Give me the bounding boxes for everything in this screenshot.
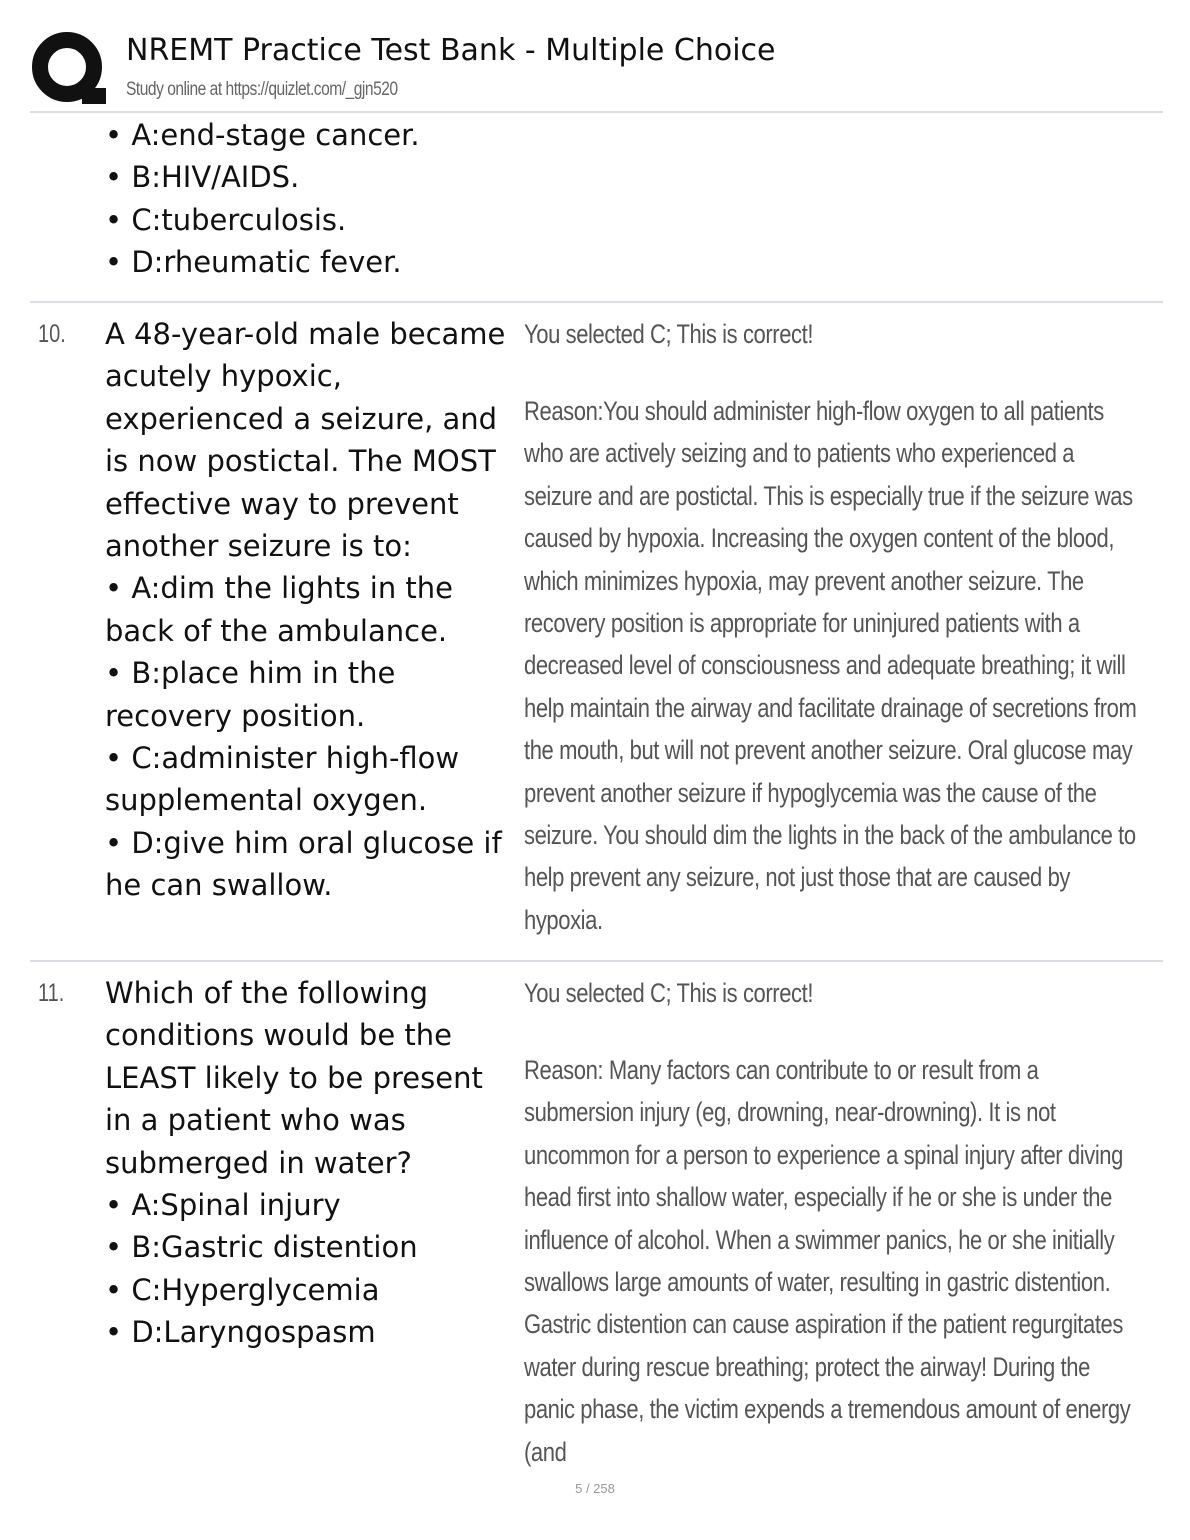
- question-divider: [30, 301, 1163, 303]
- question-body: [105, 313, 517, 907]
- option-item: • A:dim the lights in the back of the ambulance.: [105, 571, 454, 648]
- question-body: [105, 972, 517, 1354]
- answer-panel: [524, 972, 1143, 1467]
- answer-reason: Reason: Many factors can contribute to or result from a submersion injury (eg, drowning, near-drowning). It is not uncommon for a person to experience a spinal injury after diving head first into shallow water, especially if he or she is under the influence of alcohol. When a swimmer panics, he or she initially swallows large amounts of water, resulting in gastric distention. Gastric distention can cause aspiration if the patient regurgitates water during rescue breathing; protect the airway! During the panic phase, the victim expends a tremendous amount of energy (and: [524, 1054, 1131, 1467]
- question-text: A 48-year-old male became acutely hypoxic, experienced a seizure, and is now postictal. The MOST effective way to prevent another seizure is to:: [105, 317, 506, 564]
- answer-result: You selected C; This is correct!: [524, 978, 814, 1008]
- document-title: NREMT Practice Test Bank - Multiple Choice: [126, 33, 776, 68]
- option-item: • D:give him oral glucose if he can swallow.: [105, 825, 502, 903]
- option-item: • B:Gastric distention: [105, 1230, 418, 1265]
- study-online-link[interactable]: Study online at https://quizlet.com/_gjn520: [126, 79, 398, 100]
- header-divider: [30, 111, 1163, 113]
- option-item: • D:rheumatic fever.: [105, 245, 402, 280]
- option-list: [105, 567, 517, 906]
- option-item: • C:tuberculosis.: [105, 202, 347, 237]
- page-header: [0, 0, 1190, 112]
- question-divider: [30, 960, 1163, 962]
- answer-reason: Reason:You should administer high-flow oxygen to all patients who are actively seizing and to patients who experienced a seizure and are postictal. This is especially true if the seizure was caused by hypoxia. Increasing the oxygen content of the blood, which minimizes hypoxia, may prevent another seizure. The recovery position is appropriate for uninjured patients with a decreased level of consciousness and adequate breathing; it will help maintain the airway and facilitate drainage of secretions from the mouth, but will not prevent another seizure. Oral glucose may prevent another seizure if hypoglycemia was the cause of the seizure. You should dim the lights in the back of the ambulance to help prevent any seizure, not just those that are caused by hypoxia.: [524, 395, 1137, 935]
- previous-question-options: [105, 114, 420, 284]
- answer-panel: [524, 313, 1143, 941]
- answer-result: You selected C; This is correct!: [524, 319, 814, 349]
- option-item: • A:end-stage cancer.: [105, 118, 420, 152]
- question-number: 10.: [38, 320, 66, 348]
- option-list: [105, 1184, 517, 1354]
- option-item: • B:place him in the recovery position.: [105, 656, 396, 733]
- option-item: • C:administer high-flow supplemental oxygen.: [105, 741, 460, 818]
- question-text: Which of the following conditions would be the LEAST likely to be present in a patient who was submerged in water?: [105, 976, 483, 1180]
- quizlet-logo: [30, 30, 108, 106]
- question-number: 11.: [38, 979, 65, 1007]
- option-item: • D:Laryngospasm: [105, 1315, 376, 1350]
- option-item: • A:Spinal injury: [105, 1188, 341, 1223]
- option-item: • B:HIV/AIDS.: [105, 160, 300, 195]
- page-indicator: 5 / 258: [575, 1481, 615, 1496]
- option-item: • C:Hyperglycemia: [105, 1272, 380, 1307]
